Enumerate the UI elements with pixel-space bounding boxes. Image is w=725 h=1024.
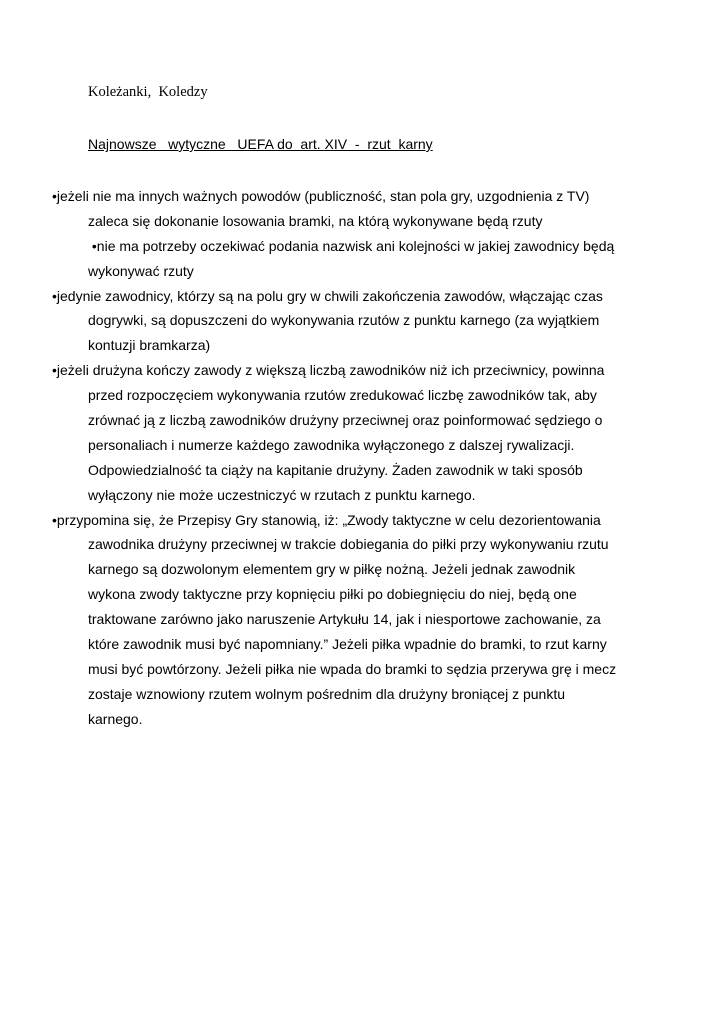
continuation-line: zostaje wznowiony rzutem wolnym pośrednim dla drużyny broniącej z punktu [88,685,565,702]
continuation-line: personaliach i numerze każdego zawodnika wyłączonego z dalszej rywalizacji. [88,436,575,453]
continuation-line: które zawodnik musi być napomniany.” Jeżeli piłka wpadnie do bramki, to rzut karny [88,636,607,653]
greeting: Koleżanki, Koledzy [88,84,208,100]
continuation-line: zaleca się dokonanie losowania bramki, na którą wykonywane będą rzuty [88,212,543,229]
continuation-line: karnego. [88,710,143,727]
continuation-line: wykonywać rzuty [88,262,194,279]
continuation-line: Odpowiedzialność ta ciąży na kapitanie drużyny. Żaden zawodnik w taki sposób [88,461,583,478]
continuation-line: kontuzji bramkarza) [88,337,211,354]
continuation-line: przed rozpoczęciem wykonywania rzutów zredukować liczbę zawodników tak, aby [88,387,597,404]
bullet-item-line: •jeżeli drużyna kończy zawody z większą liczbą zawodników niż ich przeciwnicy, powinna [52,362,605,379]
continuation-line: dogrywki, są dopuszczeni do wykonywania rzutów z punktu karnego (za wyjątkiem [88,312,600,329]
continuation-line: karnego są dozwolonym elementem gry w piłkę nożną. Jeżeli jednak zawodnik [88,561,576,578]
continuation-line: wykona zwody taktyczne przy kopnięciu piłki po dobiegnięciu do niej, będą one [88,586,577,603]
document-title: Najnowsze wytyczne UEFA do art. XIV - rzut karny [88,136,433,152]
continuation-line: musi być powtórzony. Jeżeli piłka nie wpada do bramki to sędzia przerywa grę i mecz [88,660,617,677]
continuation-line: zrównać ją z liczbą zawodników drużyny przeciwnej oraz poinformować sędziego o [88,412,603,429]
continuation-line: zawodnika drużyny przeciwnej w trakcie dobiegania do piłki przy wykonywaniu rzutu [88,536,609,553]
continuation-line: traktowane zarówno jako naruszenie Artykułu 14, jak i niesportowe zachowanie, za [88,611,601,628]
sub-bullet-line: •nie ma potrzeby oczekiwać podania nazwisk ani kolejności w jakiej zawodnicy będą [88,237,615,254]
bullet-item-line: •przypomina się, że Przepisy Gry stanowią, iż: „Zwody taktyczne w celu dezorientowania [52,511,601,528]
bullet-item-line: •jedynie zawodnicy, którzy są na polu gry w chwili zakończenia zawodów, włączając czas [52,287,603,304]
continuation-line: wyłączony nie może uczestniczyć w rzutach z punktu karnego. [88,486,476,503]
bullet-item-line: •jeżeli nie ma innych ważnych powodów (publiczność, stan pola gry, uzgodnienia z TV) [52,188,590,204]
document-body [52,184,672,732]
